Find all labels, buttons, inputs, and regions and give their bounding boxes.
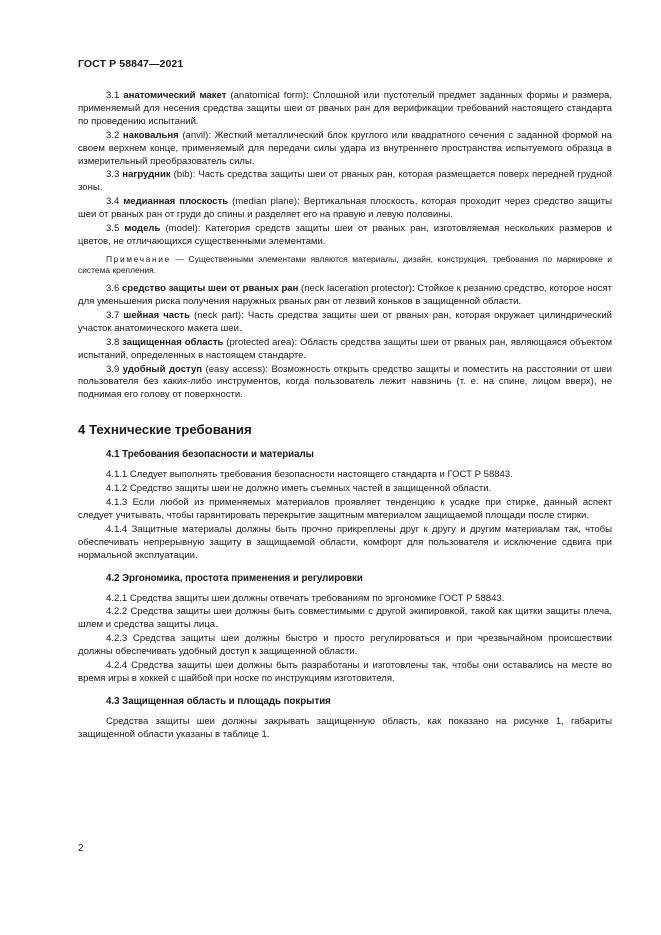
- definition-3-2: [78, 130, 612, 169]
- definition-3-8: [78, 337, 612, 363]
- definition-term: медианная плоскость: [123, 196, 229, 208]
- definition-3-1: [78, 90, 612, 129]
- clause-4-2-3: 4.2.3 Средства защиты шеи должны быстро и просто регулироваться и при чрезвычайном происшествии должны обеспечивать удобный доступ к защищенной области.: [78, 633, 612, 658]
- clause-4-2-1: 4.2.1 Средства защиты шеи должны отвечать требованиям по эргономике ГОСТ Р 58843.: [106, 592, 505, 604]
- definition-text: (median plane): Вертикальная плоскость, которая проходит через средство защиты шеи от рваных ран от груди до спины и разделяет его на правую и левую половины.: [78, 196, 613, 221]
- page-content: [78, 90, 612, 743]
- definition-3-7: [78, 310, 612, 336]
- definition-number: 3.9: [106, 363, 120, 375]
- note: [78, 254, 612, 277]
- document-header: ГОСТ Р 58847—2021: [78, 58, 184, 70]
- clause-4-1-3: 4.1.3 Если любой из применяемых материалов проявляет тенденцию к усадке при стирке, данный аспект следует учитывать, чтобы гарантировать перекрытие защитным материалом защищаемой площади после стирки.: [78, 497, 612, 521]
- definition-text: (anatomical form): Сплошной или пустотелый предмет заданных формы и размера, применяемый для несения средства защиты шеи от рваных ран для верификации требований настоящего стандарта по проведению испытаний.: [78, 90, 612, 127]
- definition-number: 3.1: [106, 90, 120, 101]
- clause-4-1-4: 4.1.4 Защитные материалы должны быть прочно прикреплены друг к другу и другим материалам так, чтобы обеспечивать непрерывную защиту в защищаемой области, комфорт для пользователя и исключение сдвига при нормальной эксплуатации.: [78, 523, 612, 561]
- page-number: 2: [78, 843, 84, 854]
- definition-text: (neck part): Часть средства защиты шеи от рваных ран, которая окружает цилиндрический участок анатомического макета шеи.: [78, 309, 612, 334]
- definition-term: наковальня: [122, 129, 179, 141]
- section-4-title: 4 Технические требования: [78, 422, 252, 438]
- definition-term: удобный доступ: [122, 363, 203, 375]
- definition-text: (easy access): Возможность открыть средство защиты и поместить на расстоянии от шеи пользователя без каких-либо инструментов, когда пользователь лежит навзничь (т. е. на спине, лицом вверх), не поднимая его голову от поверхности.: [78, 363, 612, 401]
- clause-4-2-4: 4.2.4 Средства защиты шеи должны быть разработаны и изготовлены так, чтобы они оставались на месте во время игры в хоккей с шайбой при носке по инструкциям изготовителя.: [78, 660, 612, 684]
- definition-text: (protected area): Область средства защиты шеи от рваных ран, являющаяся объектом испытаний, определенных в настоящем стандарте.: [78, 336, 613, 361]
- definitions-list-1: [78, 90, 612, 249]
- definition-number: 3.5: [106, 223, 120, 235]
- clause-4-1-2: 4.1.2 Средство защиты шеи не должно иметь съемных частей в защищенной области.: [106, 483, 492, 495]
- definition-number: 3.3: [106, 169, 120, 181]
- note-text: — Существенными элементами являются материалы, дизайн, конструкция, требования по маркировке и система крепления.: [78, 253, 612, 276]
- definition-term: защищенная область: [122, 336, 224, 348]
- definition-text: (anvil): Жесткий металлический блок круглого или квадратного сечения с заданной формой на своем верхнем конце, применяемый для передачи силы удара из внутреннего пространства испытуемого образца в измерительный преобразователь силы.: [78, 129, 612, 167]
- definition-number: 3.8: [106, 336, 120, 348]
- definition-term: шейная часть: [123, 309, 190, 321]
- clause-4-1-1: 4.1.1 Следует выполнять требования безопасности настоящего стандарта и ГОСТ Р 58843.: [106, 469, 513, 481]
- definition-text: (neck laceration protector): Стойкое к резанию средство, которое носят для уменьшения риска получения наружных рваных ран от лезвий коньков в защищенной области.: [78, 283, 612, 307]
- definition-number: 3.7: [106, 309, 120, 321]
- definition-number: 3.6: [106, 283, 120, 295]
- definition-term: модель: [124, 223, 161, 235]
- definition-term: средство защиты шеи от рваных ран: [121, 283, 299, 295]
- definition-3-9: [78, 364, 612, 403]
- clause-4-3-text: Средства защиты шеи должны закрывать защищенную область, как показано на рисунке 1, габариты защищенной области указаны в таблице 1.: [78, 715, 612, 740]
- definition-term: нагрудник: [122, 169, 171, 181]
- definitions-list-2: [78, 283, 612, 402]
- definition-text: (bib): Часть средства защиты шеи от рваных ран, которая размещается поверх передней грудной зоны.: [78, 169, 612, 194]
- clause-4-2-2: 4.2.2 Средства защиты шеи должны быть совместимыми с другой экипировкой, такой как щитки защиты плеча, шлем и средства защиты лица.: [78, 606, 612, 631]
- definition-3-3: [78, 169, 612, 195]
- definition-number: 3.2: [106, 129, 120, 141]
- subsection-4-1-title: 4.1 Требования безопасности и материалы: [106, 449, 314, 461]
- note-label: Примечание: [106, 253, 171, 264]
- definition-3-4: [78, 196, 612, 222]
- definition-3-5: [78, 223, 612, 249]
- definition-term: анатомический макет: [123, 90, 227, 101]
- subsection-4-3-title: 4.3 Защищенная область и площадь покрытия: [106, 695, 331, 707]
- subsection-4-2-title: 4.2 Эргономика, простота применения и регулировки: [106, 572, 363, 584]
- definition-3-6: [78, 283, 612, 309]
- definition-number: 3.4: [106, 196, 120, 208]
- definition-text: (model): Категория средств защиты шеи от рваных ран, изготовляемая нескольких размеров и цветов, не отличающихся существенными элементами.: [78, 223, 612, 247]
